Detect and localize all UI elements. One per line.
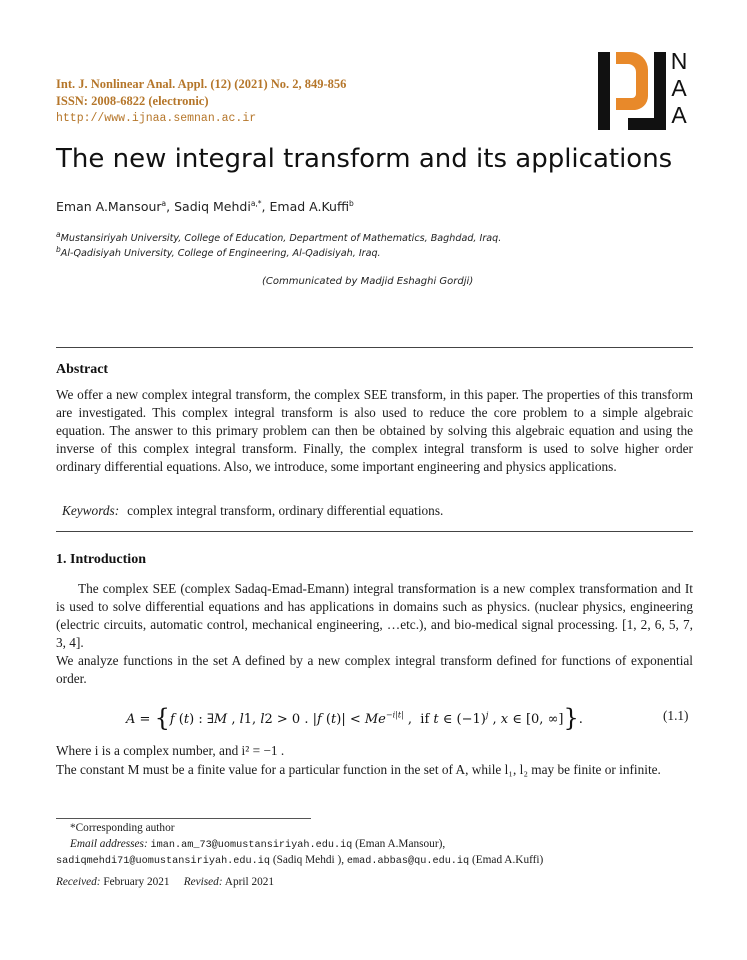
keywords-label: Keywords: <box>62 503 120 518</box>
divider <box>56 347 693 348</box>
email-link[interactable]: emad.abbas@qu.edu.iq <box>346 856 470 867</box>
keywords <box>62 503 443 519</box>
divider <box>56 531 693 532</box>
section-heading-introduction: 1. Introduction <box>56 552 146 567</box>
communicated-by: (Communicated by Madjid Eshaghi Gordji) <box>262 276 474 287</box>
equation-number: (1.1) <box>663 708 689 723</box>
keywords-text: complex integral transform, ordinary differential equations. <box>127 503 444 518</box>
email-link[interactable]: iman.am_73@uomustansiriyah.edu.iq <box>150 840 353 851</box>
author-name: Eman A.Mansour <box>56 199 162 215</box>
email-link[interactable]: sadiqmehdi71@uomustansiriyah.edu.iq <box>56 856 270 867</box>
affiliation: $^b$Al-Qadisiyah University, College of Engineering, Al-Qadisiyah, Iraq. <box>56 245 381 260</box>
affiliation: $^a$Mustansiriyah University, College of Education, Department of Mathematics, Baghdad, Iraq. <box>56 230 502 245</box>
journal-issn: ISSN: 2008-6822 (electronic) <box>56 94 209 108</box>
footnote-emails: Email addresses: iman.am_73@uomustansiriyah.edu.iq (Eman A.Mansour), <box>70 838 446 851</box>
intro-paragraph: We analyze functions in the set A defined by a new complex integral transform defined for functions of exponential order. <box>56 653 693 686</box>
paper-title: The new integral transform and its applications <box>56 144 673 174</box>
dates: Received: February 2021 Revised: April 2021 <box>56 876 275 888</box>
intro-paragraph: The complex SEE (complex Sadaq-Emad-Emann) integral transformation is a new complex transformation and It is used to solve differential equations and has applications in domains such as physics. (nuclear physics, engineering (electric circuits, automatic control, mechanical engineering, …etc.), and bio-medical signal processing. [1, 2, 6, 5, 7, 3, 4]. <box>56 581 693 650</box>
author-name: Sadiq Mehdi <box>174 199 251 215</box>
footnote-divider <box>56 818 311 819</box>
abstract-heading: Abstract <box>56 362 109 377</box>
journal-citation: Int. J. Nonlinear Anal. Appl. (12) (2021) No. 2, 849-856 <box>56 77 347 91</box>
intro-paragraph: The constant M must be a finite value for a particular function in the set of A, while l₁, l₂ may be finite or infinite. <box>56 762 661 777</box>
intro-paragraph: Where i is a complex number, and i² = −1 . <box>56 743 285 758</box>
equation-set-a: A = {f (t) : ∃M , l1, l2 > 0 . |f $(t)| < Me^{-i|t|}$ , if t ∈ $(-1)^j$ , x ∈ [0, ∞]}. <box>126 704 583 732</box>
author-name: Emad A.Kuffi <box>269 199 350 215</box>
logo-mark-icon <box>598 48 668 132</box>
abstract-text: We offer a new complex integral transform, the complex SEE transform, in this paper. The properties of this transform are investigated. This complex integral transform is also used to reduce the core problem to a simple algebraic equation. The answer to this primary problem can then be obtained by solving this algebraic equation and using the inverse of this complex integral transform. Finally, the complex integral transform is used to solve higher order ordinary differential equations. Also, we introduce, some important engineering and physics applications. <box>56 387 693 474</box>
author-list: Eman A.Mansour$^a$, Sadiq Mehdi$^{a,*}$, Emad A.Kuffi$^b$ <box>56 199 354 215</box>
journal-logo <box>598 48 692 132</box>
journal-header <box>56 76 346 127</box>
footnote-corresponding: *Corresponding author <box>70 822 175 834</box>
logo-letters: N A A <box>670 48 688 128</box>
footnote-emails: sadiqmehdi71@uomustansiriyah.edu.iq (Sadiq Mehdi ), emad.abbas@qu.edu.iq (Emad A.Kuffi) <box>56 854 544 867</box>
journal-url[interactable]: http://www.ijnaa.semnan.ac.ir <box>56 112 257 125</box>
